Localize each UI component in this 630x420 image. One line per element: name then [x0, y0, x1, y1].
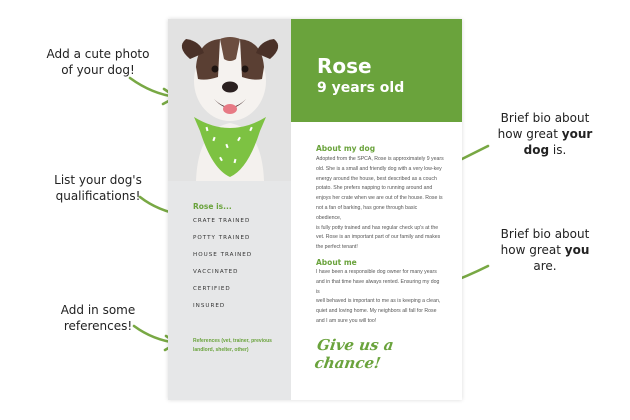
dog-resume-flyer [168, 19, 462, 400]
text-line: and in that time have always rented. Ensuring my dog is [316, 278, 440, 295]
about-me-heading: About me [316, 258, 357, 267]
text-line: potato. She prefers napping to running around and [316, 185, 433, 192]
text-line: old. She is a small and friendly dog with a very low-key [316, 165, 442, 172]
annotation-text: Add a cute photo [46, 47, 150, 61]
annotation-text: references! [63, 319, 133, 333]
annotation-text: Brief bio about [500, 111, 590, 125]
annotation-text: Add in some [60, 303, 136, 317]
references-text: References (vet, trainer, previous landlord, shelter, other) [193, 338, 272, 353]
text-line: Adopted from the SPCA, Rose is approximately 9 years [316, 156, 444, 162]
list-item: VACCINATED [193, 269, 239, 275]
annotation-text: List your dog's [54, 173, 142, 187]
annotation-text: qualifications! [55, 189, 141, 203]
text-line: and I am sure you will too! [316, 317, 377, 324]
text-line: energy around the house, best described as a couch [316, 175, 437, 182]
text-line: quiet and loving home. My neighbors all fall for Rose [316, 308, 437, 315]
annotation-emphasis: dog [523, 143, 550, 157]
annotation-text: how great [500, 243, 565, 257]
sidebar-heading: Rose is... [193, 202, 232, 211]
about-dog-text [316, 155, 444, 253]
slogan: Give us a chance! [313, 336, 395, 372]
list-item: HOUSE TRAINED [193, 252, 253, 258]
about-dog-heading: About my dog [316, 144, 376, 153]
text-line: vet. Rose is an important part of our family and makes [316, 234, 441, 241]
dog-name: Rose [317, 54, 372, 78]
annotation-text: is. [549, 143, 567, 157]
annotation-text: Brief bio about [500, 227, 590, 241]
text-line: well behaved is important to me as is keeping a clean, [316, 298, 441, 305]
list-item: CERTIFIED [193, 286, 231, 292]
text-line: not a fan of barking, has gone through basic obedience, [316, 204, 418, 221]
dog-illustration [168, 19, 291, 181]
annotation-emphasis: your [561, 127, 593, 141]
text-line: is fully potty trained and has regular check up's at the [316, 224, 439, 231]
list-item: POTTY TRAINED [193, 235, 251, 241]
dog-age: 9 years old [317, 80, 405, 96]
text-line: enjoys her crate when we are out of the house. Rose is [316, 195, 443, 202]
header-banner [291, 19, 462, 122]
text-line: the perfect tenant! [316, 244, 358, 251]
dog-photo [168, 19, 291, 181]
annotation-text: are. [533, 259, 557, 273]
about-me-text [316, 268, 444, 327]
annotation-text: how great [497, 127, 562, 141]
annotation-text: of your dog! [61, 63, 135, 77]
text-line: I have been a responsible dog owner for many years [316, 269, 437, 275]
annotation-emphasis: you [564, 243, 590, 257]
qualifications-list [193, 218, 252, 320]
list-item: CRATE TRAINED [193, 218, 251, 224]
list-item: INSURED [193, 303, 226, 309]
